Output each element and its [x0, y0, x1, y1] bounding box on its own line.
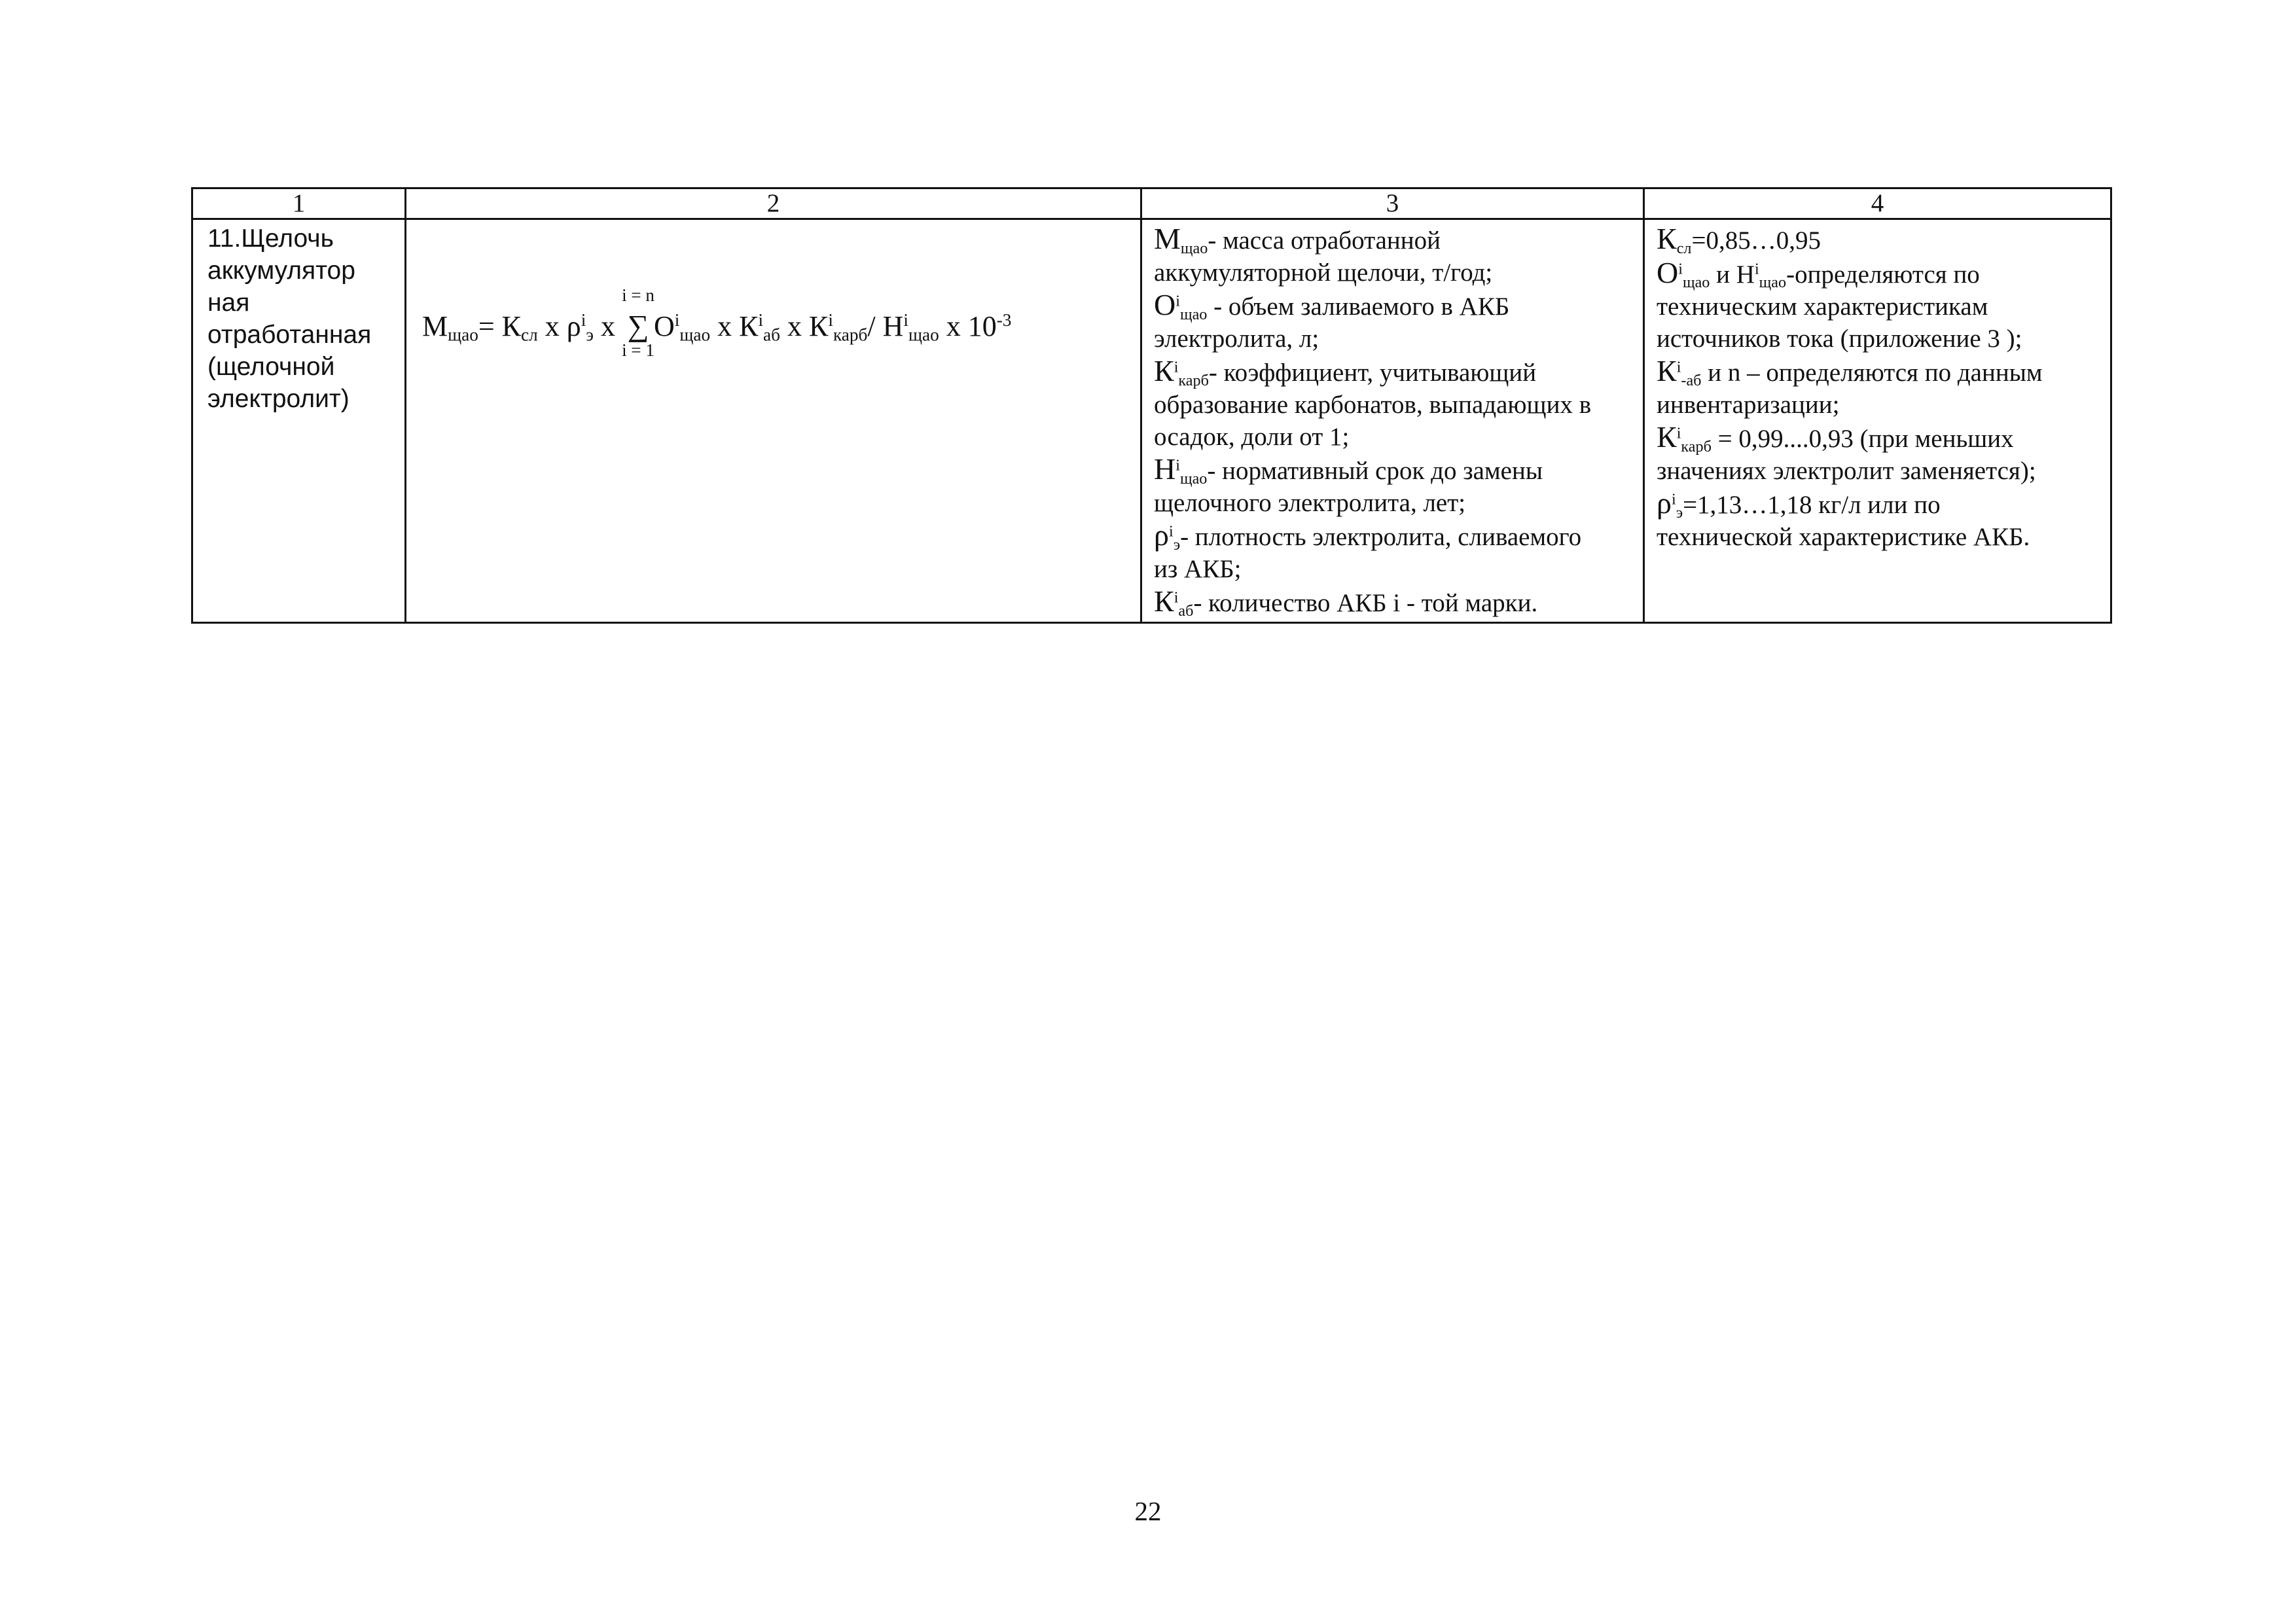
desc-line: $К^i_{аб}-$ количество АКБ i - той марки. — [1154, 584, 1538, 620]
header-cell-4: 4 — [1644, 188, 2111, 219]
desc-line: осадок, доли от 1; — [1154, 423, 1350, 451]
value-line: $О^i_{щао}$ и $Н^i_{щао}$-определяются по — [1657, 256, 1980, 291]
table-row — [192, 219, 2111, 623]
waste-name-line: отработанная — [207, 321, 372, 349]
table-header-row — [192, 188, 2111, 219]
value-line: техническим характеристикам — [1657, 293, 1988, 321]
sum-upper-limit: i = n — [622, 285, 655, 305]
waste-name-line: ная — [207, 289, 250, 317]
desc-line: из АКБ; — [1154, 555, 1242, 583]
waste-name-cell — [192, 219, 406, 623]
value-line: источников тока (приложение 3 ); — [1657, 325, 2022, 353]
waste-name-line: 11.Щелочь — [207, 224, 334, 253]
desc-line: $М_{щао}-$ масса отработанной — [1154, 222, 1441, 257]
desc-line: щелочного электролита, лет; — [1154, 489, 1466, 517]
value-line: $К^i_{-аб}$ и n – определяются по данным — [1657, 354, 2043, 389]
value-line: $К^i_{карб} = 0,99....0,93$ (при меньших — [1657, 420, 2014, 455]
desc-line: электролита, л; — [1154, 325, 1319, 353]
value-line: $\rho^i_э=1,13\dots 1,18$ кг/л или по — [1657, 486, 1941, 522]
waste-name-line: аккумулятор — [207, 257, 355, 285]
variables-description-cell — [1141, 219, 1644, 623]
sum-lower-limit: i = 1 — [622, 340, 655, 360]
value-line: инвентаризации; — [1657, 391, 1840, 419]
page-number: 22 — [1134, 1496, 1162, 1526]
summation-symbol: i = n ∑ i = 1 — [622, 285, 655, 360]
desc-line: $Н^i_{щао}-$ нормативный срок до замены — [1154, 452, 1543, 488]
desc-line: $О^i_{щао}$ - объем заливаемого в АКБ — [1154, 288, 1510, 323]
header-cell-3: 3 — [1141, 188, 1644, 219]
desc-line: образование карбонатов, выпадающих в — [1154, 391, 1592, 419]
values-cell — [1644, 219, 2111, 623]
desc-line: $\rho^i_э-$ плотность электролита, сливаемого — [1154, 518, 1582, 554]
desc-line: $К^i_{карб}-$ коэффициент, учитывающий — [1154, 354, 1537, 389]
header-cell-1: 1 — [192, 188, 406, 219]
waste-calculation-table — [191, 187, 2112, 624]
desc-line: аккумуляторной щелочи, т/год; — [1154, 259, 1493, 287]
formula-cell — [406, 219, 1141, 623]
value-line: значениях электролит заменяется); — [1657, 457, 2036, 485]
header-cell-2: 2 — [406, 188, 1141, 219]
waste-name-line: (щелочной — [207, 353, 335, 381]
value-line: технической характеристике АКБ. — [1657, 523, 2030, 551]
calculation-formula: $М_{щао}= К_{сл}$ х $\rho^i_э$ х i = n ∑ i = 1 $О^i_{щао}$ х $К^i_{аб}$ х $К^i_{карб}/$ $Н^i_{щао}$ х $10^{-3}$ — [422, 285, 1012, 360]
value-line: $К_{сл}=0,85\dots 0,95$ — [1657, 222, 1821, 257]
waste-name-line: электролит) — [207, 385, 350, 413]
